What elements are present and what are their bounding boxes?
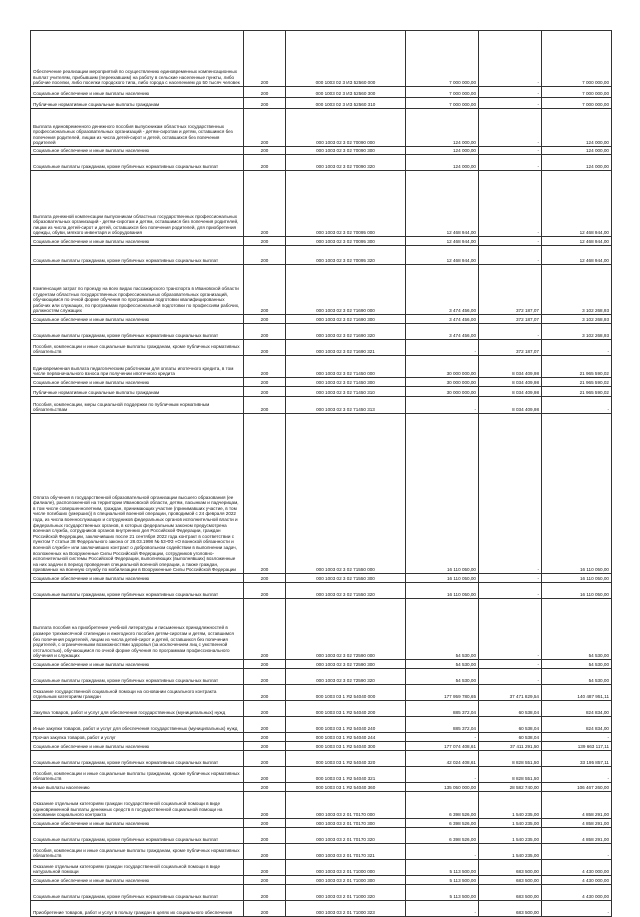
expense-name-cell: Социальное обеспечение и иные выплаты населению bbox=[31, 315, 244, 324]
executed-amount-cell: 60 538,04 bbox=[479, 701, 542, 717]
table-row bbox=[31, 397, 612, 414]
approved-amount-cell: 885 372,04 bbox=[406, 701, 479, 717]
line-code-cell: 200 bbox=[244, 792, 286, 819]
approved-amount-cell: 7 000 000,00 bbox=[406, 31, 479, 87]
executed-amount-cell: - bbox=[479, 147, 542, 155]
expense-name-cell: Приобретение товаров, работ и услуг в пользу граждан в целях их социального обеспечения bbox=[31, 901, 244, 917]
unexecuted-amount-cell: 12 468 944,00 bbox=[542, 171, 612, 237]
unexecuted-amount-cell: 16 110 050,00 bbox=[542, 414, 612, 574]
unexecuted-amount-cell: 4 430 000,00 bbox=[542, 885, 612, 901]
table-row bbox=[31, 660, 612, 669]
expense-name-cell: Иные выплаты населению bbox=[31, 783, 244, 792]
executed-amount-cell: - bbox=[479, 599, 542, 660]
table-row bbox=[31, 599, 612, 660]
expense-name-cell: Социальные выплаты гражданам, кроме публичных нормативных социальных выплат bbox=[31, 324, 244, 340]
approved-amount-cell: 3 474 456,00 bbox=[406, 315, 479, 324]
table-row bbox=[31, 860, 612, 876]
expense-name-cell: Пособия, компенсации, меры социальной поддержки по публичным нормативным обязательствам bbox=[31, 397, 244, 414]
approved-amount-cell: 177 074 408,61 bbox=[406, 742, 479, 751]
table-row bbox=[31, 783, 612, 792]
classification-code-cell: 000 1003 02 3 02 71550 320 bbox=[286, 583, 406, 599]
line-code-cell: 200 bbox=[244, 324, 286, 340]
classification-code-cell: 000 1003 03 2 01 71000 300 bbox=[286, 876, 406, 885]
unexecuted-amount-cell: 12 468 944,00 bbox=[542, 237, 612, 246]
table-row bbox=[31, 876, 612, 885]
line-code-cell: 200 bbox=[244, 583, 286, 599]
line-code-cell: 200 bbox=[244, 819, 286, 828]
expense-name-cell: Социальные выплаты гражданам, кроме публичных нормативных социальных выплат bbox=[31, 155, 244, 171]
line-code-cell: 200 bbox=[244, 828, 286, 844]
line-code-cell: 200 bbox=[244, 751, 286, 767]
unexecuted-amount-cell: 4 858 291,00 bbox=[542, 819, 612, 828]
expense-name-cell: Социальные выплаты гражданам, кроме публичных нормативных социальных выплат bbox=[31, 828, 244, 844]
table-row bbox=[31, 742, 612, 751]
line-code-cell: 200 bbox=[244, 31, 286, 87]
line-code-cell: 200 bbox=[244, 574, 286, 583]
unexecuted-amount-cell: 16 110 050,00 bbox=[542, 574, 612, 583]
approved-amount-cell: - bbox=[406, 397, 479, 414]
classification-code-cell: 000 1003 02 3 ИЗ 52560 300 bbox=[286, 87, 406, 98]
table-row bbox=[31, 901, 612, 917]
executed-amount-cell: 1 540 235,00 bbox=[479, 844, 542, 860]
unexecuted-amount-cell: - bbox=[542, 844, 612, 860]
line-code-cell: 200 bbox=[244, 701, 286, 717]
classification-code-cell: 000 1003 03 2 01 70170 000 bbox=[286, 792, 406, 819]
executed-amount-cell: 1 540 235,00 bbox=[479, 792, 542, 819]
line-code-cell: 200 bbox=[244, 397, 286, 414]
expense-name-cell: Социальное обеспечение и иные выплаты населению bbox=[31, 742, 244, 751]
classification-code-cell: 000 1003 02 3 02 71450 310 bbox=[286, 387, 406, 397]
table-row bbox=[31, 574, 612, 583]
line-code-cell: 200 bbox=[244, 669, 286, 685]
classification-code-cell: 000 1003 02 3 02 70090 000 bbox=[286, 109, 406, 147]
classification-code-cell: 000 1003 02 3 02 70095 300 bbox=[286, 237, 406, 246]
executed-amount-cell: 683 500,00 bbox=[479, 885, 542, 901]
line-code-cell: 200 bbox=[244, 265, 286, 315]
unexecuted-amount-cell: 106 467 260,00 bbox=[542, 783, 612, 792]
line-code-cell: 200 bbox=[244, 387, 286, 397]
expense-name-cell: Социальное обеспечение и иные выплаты населению bbox=[31, 819, 244, 828]
classification-code-cell: 000 1003 02 3 02 72590 300 bbox=[286, 660, 406, 669]
unexecuted-amount-cell: 21 965 590,02 bbox=[542, 378, 612, 387]
table-row bbox=[31, 31, 612, 87]
expense-name-cell: Пособия, компенсации и иные социальные выплаты гражданам, кроме публичных нормативных обязательств bbox=[31, 767, 244, 783]
classification-code-cell: 000 1003 03 2 01 70170 320 bbox=[286, 828, 406, 844]
line-code-cell: 200 bbox=[244, 742, 286, 751]
line-code-cell: 200 bbox=[244, 717, 286, 733]
executed-amount-cell: 60 538,04 bbox=[479, 717, 542, 733]
approved-amount-cell: 7 000 000,00 bbox=[406, 98, 479, 109]
table-row bbox=[31, 147, 612, 155]
expense-name-cell: Оказание отдельным категориям граждан государственной социальной помощи в виде единовременной выплаты денежных средств в государственной социальной помощи на основании социального контракта bbox=[31, 792, 244, 819]
unexecuted-amount-cell: 139 663 117,11 bbox=[542, 742, 612, 751]
expense-name-cell: Социальное обеспечение и иные выплаты населению bbox=[31, 237, 244, 246]
line-code-cell: 200 bbox=[244, 378, 286, 387]
classification-code-cell: 000 1003 02 3 02 70095 000 bbox=[286, 171, 406, 237]
classification-code-cell: 000 1003 03 1 Я2 54040 240 bbox=[286, 717, 406, 733]
table-row bbox=[31, 171, 612, 237]
approved-amount-cell: 5 113 500,00 bbox=[406, 876, 479, 885]
executed-amount-cell: 8 034 409,98 bbox=[479, 397, 542, 414]
classification-code-cell: 000 1003 03 1 Я2 54040 320 bbox=[286, 751, 406, 767]
unexecuted-amount-cell: 21 965 590,02 bbox=[542, 356, 612, 378]
approved-amount-cell: 3 474 456,00 bbox=[406, 265, 479, 315]
approved-amount-cell: 42 024 408,61 bbox=[406, 751, 479, 767]
line-code-cell: 200 bbox=[244, 340, 286, 356]
approved-amount-cell: 124 000,00 bbox=[406, 155, 479, 171]
unexecuted-amount-cell: - bbox=[542, 340, 612, 356]
approved-amount-cell: 124 000,00 bbox=[406, 109, 479, 147]
executed-amount-cell: - bbox=[479, 31, 542, 87]
classification-code-cell: 000 1003 02 3 02 71450 313 bbox=[286, 397, 406, 414]
unexecuted-amount-cell: 7 000 000,00 bbox=[542, 98, 612, 109]
executed-amount-cell: - bbox=[479, 414, 542, 574]
unexecuted-amount-cell: 4 858 291,00 bbox=[542, 828, 612, 844]
table-row bbox=[31, 340, 612, 356]
table-row bbox=[31, 414, 612, 574]
executed-amount-cell: 8 034 409,98 bbox=[479, 387, 542, 397]
table-row bbox=[31, 685, 612, 701]
unexecuted-amount-cell: 54 530,00 bbox=[542, 599, 612, 660]
executed-amount-cell: 37 411 291,50 bbox=[479, 742, 542, 751]
unexecuted-amount-cell: 54 530,00 bbox=[542, 669, 612, 685]
classification-code-cell: 000 1003 02 3 02 72590 000 bbox=[286, 599, 406, 660]
approved-amount-cell: 54 530,00 bbox=[406, 660, 479, 669]
table-row bbox=[31, 324, 612, 340]
expense-name-cell: Закупка товаров, работ и услуг для обеспечения государственных (муниципальных) нужд bbox=[31, 701, 244, 717]
executed-amount-cell: - bbox=[479, 583, 542, 599]
approved-amount-cell: 30 000 000,00 bbox=[406, 356, 479, 378]
executed-amount-cell: 372 187,07 bbox=[479, 315, 542, 324]
approved-amount-cell: 12 468 944,00 bbox=[406, 246, 479, 265]
classification-code-cell: 000 1003 02 3 02 70090 300 bbox=[286, 147, 406, 155]
unexecuted-amount-cell: 3 102 268,93 bbox=[542, 315, 612, 324]
table-row bbox=[31, 98, 612, 109]
approved-amount-cell: 5 113 500,00 bbox=[406, 860, 479, 876]
expense-name-cell: Социальные выплаты гражданам, кроме публичных нормативных социальных выплат bbox=[31, 751, 244, 767]
table-row bbox=[31, 717, 612, 733]
expense-name-cell: Социальное обеспечение и иные выплаты населению bbox=[31, 574, 244, 583]
classification-code-cell: 000 1003 03 1 Я2 54040 360 bbox=[286, 783, 406, 792]
unexecuted-amount-cell: 12 468 944,00 bbox=[542, 246, 612, 265]
expense-name-cell: Выплата денежной компенсации выпускникам областных государственных профессиональных образовательных организаций - детям-сиротам и детям, оставшимся без попечения родителей, лицам из числа детей-сирот и детей, оставшихся без попечения родителей, для приобретения одежды, обуви, мягкого инвентаря и оборудования bbox=[31, 171, 244, 237]
approved-amount-cell: 54 530,00 bbox=[406, 599, 479, 660]
table-row bbox=[31, 237, 612, 246]
line-code-cell: 200 bbox=[244, 860, 286, 876]
classification-code-cell: 000 1003 03 2 01 71000 000 bbox=[286, 860, 406, 876]
classification-code-cell: 000 1003 02 3 ИЗ 52560 310 bbox=[286, 98, 406, 109]
approved-amount-cell: 6 398 526,00 bbox=[406, 792, 479, 819]
unexecuted-amount-cell: 124 000,00 bbox=[542, 147, 612, 155]
unexecuted-amount-cell: 824 834,00 bbox=[542, 701, 612, 717]
executed-amount-cell: - bbox=[479, 87, 542, 98]
table-row bbox=[31, 378, 612, 387]
expense-name-cell: Обеспечение реализации мероприятий по осуществлению единовременных компенсационных выплат учителям, прибывшим (переехавшим) на работу в сельские населенные пункты, либо рабочие поселки, либо поселки городского типа, либо города с населением до 50 тысяч человек bbox=[31, 31, 244, 87]
classification-code-cell: 000 1003 03 2 01 70170 321 bbox=[286, 844, 406, 860]
table-row bbox=[31, 792, 612, 819]
approved-amount-cell: 7 000 000,00 bbox=[406, 87, 479, 98]
approved-amount-cell: 12 468 944,00 bbox=[406, 237, 479, 246]
unexecuted-amount-cell: 4 430 000,00 bbox=[542, 860, 612, 876]
unexecuted-amount-cell: 4 430 000,00 bbox=[542, 876, 612, 885]
approved-amount-cell: 885 372,04 bbox=[406, 717, 479, 733]
executed-amount-cell: 372 187,07 bbox=[479, 340, 542, 356]
expense-name-cell: Пособия, компенсации и иные социальные выплаты гражданам, кроме публичных нормативных обязательств bbox=[31, 340, 244, 356]
expense-name-cell: Социальное обеспечение и иные выплаты населению bbox=[31, 147, 244, 155]
approved-amount-cell: 30 000 000,00 bbox=[406, 387, 479, 397]
executed-amount-cell: 60 538,04 bbox=[479, 733, 542, 742]
table-row bbox=[31, 767, 612, 783]
approved-amount-cell: 3 474 456,00 bbox=[406, 324, 479, 340]
expense-name-cell: Публичные нормативные социальные выплаты гражданам bbox=[31, 98, 244, 109]
expense-name-cell: Социальные выплаты гражданам, кроме публичных нормативных социальных выплат bbox=[31, 885, 244, 901]
classification-code-cell: 000 1003 02 3 02 71690 320 bbox=[286, 324, 406, 340]
line-code-cell: 200 bbox=[244, 98, 286, 109]
classification-code-cell: 000 1003 02 3 02 71550 000 bbox=[286, 414, 406, 574]
unexecuted-amount-cell: 54 530,00 bbox=[542, 660, 612, 669]
classification-code-cell: 000 1003 02 3 02 70090 320 bbox=[286, 155, 406, 171]
executed-amount-cell: 372 187,07 bbox=[479, 265, 542, 315]
approved-amount-cell: 6 398 526,00 bbox=[406, 819, 479, 828]
line-code-cell: 200 bbox=[244, 109, 286, 147]
classification-code-cell: 000 1003 02 3 02 71690 321 bbox=[286, 340, 406, 356]
expense-name-cell: Социальное обеспечение и иные выплаты населению bbox=[31, 87, 244, 98]
classification-code-cell: 000 1003 02 3 02 71450 000 bbox=[286, 356, 406, 378]
expense-name-cell: Социальные выплаты гражданам, кроме публичных нормативных социальных выплат bbox=[31, 583, 244, 599]
classification-code-cell: 000 1003 02 3 02 71550 300 bbox=[286, 574, 406, 583]
table-row bbox=[31, 356, 612, 378]
unexecuted-amount-cell: - bbox=[542, 733, 612, 742]
table-row bbox=[31, 246, 612, 265]
unexecuted-amount-cell: 124 000,00 bbox=[542, 155, 612, 171]
line-code-cell: 200 bbox=[244, 246, 286, 265]
table-row bbox=[31, 315, 612, 324]
approved-amount-cell: - bbox=[406, 733, 479, 742]
executed-amount-cell: - bbox=[479, 155, 542, 171]
table-row bbox=[31, 819, 612, 828]
table-row bbox=[31, 583, 612, 599]
table-row bbox=[31, 109, 612, 147]
executed-amount-cell: 37 471 829,54 bbox=[479, 685, 542, 701]
unexecuted-amount-cell: - bbox=[542, 901, 612, 917]
executed-amount-cell: - bbox=[479, 109, 542, 147]
line-code-cell: 200 bbox=[244, 237, 286, 246]
expense-name-cell: Компенсация затрат по проезду на всех видах пассажирского транспорта в Ивановской области студентам областных государственных профессиональных образовательных организаций, обучающимся по очной форме обучения по программам подготовки квалифицированных рабочих или служащих, по программам профессиональной подготовки по профессиям рабочих, должностям служащих bbox=[31, 265, 244, 315]
line-code-cell: 200 bbox=[244, 844, 286, 860]
expense-name-cell: Социальное обеспечение и иные выплаты населению bbox=[31, 876, 244, 885]
line-code-cell: 200 bbox=[244, 901, 286, 917]
table-row bbox=[31, 265, 612, 315]
budget-execution-table bbox=[30, 30, 612, 917]
line-code-cell: 200 bbox=[244, 414, 286, 574]
classification-code-cell: 000 1003 02 3 02 72590 320 bbox=[286, 669, 406, 685]
line-code-cell: 200 bbox=[244, 599, 286, 660]
expense-name-cell: Иные закупки товаров, работ и услуг для обеспечения государственных (муниципальных) нужд bbox=[31, 717, 244, 733]
unexecuted-amount-cell: 3 102 268,93 bbox=[542, 324, 612, 340]
classification-code-cell: 000 1003 02 3 ИЗ 52560 000 bbox=[286, 31, 406, 87]
classification-code-cell: 000 1003 02 3 02 71690 000 bbox=[286, 265, 406, 315]
table-row bbox=[31, 844, 612, 860]
approved-amount-cell: 16 110 050,00 bbox=[406, 414, 479, 574]
executed-amount-cell: 683 500,00 bbox=[479, 860, 542, 876]
table-row bbox=[31, 87, 612, 98]
table-row bbox=[31, 669, 612, 685]
classification-code-cell: 000 1003 03 1 Я2 54040 000 bbox=[286, 685, 406, 701]
table-row bbox=[31, 751, 612, 767]
executed-amount-cell: - bbox=[479, 171, 542, 237]
line-code-cell: 200 bbox=[244, 660, 286, 669]
approved-amount-cell: 6 398 526,00 bbox=[406, 828, 479, 844]
approved-amount-cell: - bbox=[406, 340, 479, 356]
expense-name-cell: Выплата единовременного денежного пособия выпускникам областных государственных профессиональных образовательных организаций - детям-сиротам и детям, оставшимся без попечения родителей, лицам из числа детей-сирот и детей, оставшихся без попечения родителей bbox=[31, 109, 244, 147]
line-code-cell: 200 bbox=[244, 171, 286, 237]
classification-code-cell: 000 1003 03 2 01 71000 323 bbox=[286, 901, 406, 917]
approved-amount-cell: 124 000,00 bbox=[406, 147, 479, 155]
unexecuted-amount-cell: 16 110 050,00 bbox=[542, 583, 612, 599]
executed-amount-cell: 28 582 740,00 bbox=[479, 783, 542, 792]
expense-name-cell: Оказание отдельным категориям граждан государственной социальной помощи в виде натуральной помощи bbox=[31, 860, 244, 876]
table-row bbox=[31, 733, 612, 742]
unexecuted-amount-cell: 140 487 951,11 bbox=[542, 685, 612, 701]
approved-amount-cell: 30 000 000,00 bbox=[406, 378, 479, 387]
executed-amount-cell: - bbox=[479, 98, 542, 109]
executed-amount-cell: - bbox=[479, 574, 542, 583]
unexecuted-amount-cell: 7 000 000,00 bbox=[542, 31, 612, 87]
table-row bbox=[31, 387, 612, 397]
approved-amount-cell: 135 050 000,00 bbox=[406, 783, 479, 792]
expense-name-cell: Оплата обучения в государственной образовательной организации высшего образования (ее филиале), расположенной на территории Ивановской области, детям, пасынкам и падчерицам, в том числе совершеннолетним, граждан, принимающих участие (принимавших участие, в том числе погибших (умерших)) в специальной военной операции, проводимой с 24 февраля 2022 года, из числа военнослужащих и сотрудников федеральных органов исполнительной власти и федеральных государственных органов, в которых федеральным законом предусмотрена военная служба, сотрудников органов внутренних дел Российской Федерации, граждан Российской Федерации, заключивших после 21 сентября 2022 года контракт в соответствии с пунктом 7 статьи 38 Федерального закона от 28.03.1998 № 53-ФЗ «О воинской обязанности и военной службе» или заключивших контракт о добровольном содействии в выполнении задач, возложенных на Вооруженные Силы Российской Федерации, сотрудников уголовно-исполнительной системы Российской Федерации, выполняющих (выполнявших) возложенные на них задачи в период проведения специальной военной операции, а также граждан, призванных на военную службу по мобилизации в Вооруженные Силы Российской Федерации bbox=[31, 414, 244, 574]
executed-amount-cell: 8 828 551,50 bbox=[479, 751, 542, 767]
executed-amount-cell: 683 500,00 bbox=[479, 876, 542, 885]
line-code-cell: 200 bbox=[244, 356, 286, 378]
unexecuted-amount-cell: 124 000,00 bbox=[542, 109, 612, 147]
executed-amount-cell: 8 034 409,98 bbox=[479, 356, 542, 378]
table-row bbox=[31, 155, 612, 171]
unexecuted-amount-cell: 33 195 857,11 bbox=[542, 751, 612, 767]
budget-table-sheet bbox=[30, 30, 611, 917]
line-code-cell: 200 bbox=[244, 767, 286, 783]
unexecuted-amount-cell: 7 000 000,00 bbox=[542, 87, 612, 98]
executed-amount-cell: - bbox=[479, 237, 542, 246]
line-code-cell: 200 bbox=[244, 885, 286, 901]
classification-code-cell: 000 1003 02 3 02 71450 300 bbox=[286, 378, 406, 387]
table-row bbox=[31, 828, 612, 844]
approved-amount-cell: 16 110 050,00 bbox=[406, 574, 479, 583]
approved-amount-cell: - bbox=[406, 901, 479, 917]
unexecuted-amount-cell: 3 102 268,93 bbox=[542, 265, 612, 315]
table-row bbox=[31, 885, 612, 901]
line-code-cell: 200 bbox=[244, 783, 286, 792]
executed-amount-cell: 683 500,00 bbox=[479, 901, 542, 917]
table-row bbox=[31, 701, 612, 717]
executed-amount-cell: - bbox=[479, 660, 542, 669]
executed-amount-cell: 8 828 551,50 bbox=[479, 767, 542, 783]
unexecuted-amount-cell: 824 834,00 bbox=[542, 717, 612, 733]
expense-name-cell: Прочая закупка товаров, работ и услуг bbox=[31, 733, 244, 742]
line-code-cell: 200 bbox=[244, 87, 286, 98]
expense-name-cell: Единовременная выплата педагогическим работникам для оплаты ипотечного кредита, в том числе первоначального взноса при получении ипотечного кредита bbox=[31, 356, 244, 378]
executed-amount-cell: 1 540 235,00 bbox=[479, 819, 542, 828]
classification-code-cell: 000 1003 02 3 02 71690 300 bbox=[286, 315, 406, 324]
approved-amount-cell: 16 110 050,00 bbox=[406, 583, 479, 599]
approved-amount-cell: 5 113 500,00 bbox=[406, 885, 479, 901]
classification-code-cell: 000 1003 03 1 Я2 54040 244 bbox=[286, 733, 406, 742]
unexecuted-amount-cell: - bbox=[542, 397, 612, 414]
executed-amount-cell: 1 540 235,00 bbox=[479, 828, 542, 844]
executed-amount-cell: - bbox=[479, 246, 542, 265]
approved-amount-cell: 54 530,00 bbox=[406, 669, 479, 685]
approved-amount-cell: - bbox=[406, 767, 479, 783]
classification-code-cell: 000 1003 03 2 01 70170 300 bbox=[286, 819, 406, 828]
classification-code-cell: 000 1003 03 2 01 71000 320 bbox=[286, 885, 406, 901]
executed-amount-cell: - bbox=[479, 324, 542, 340]
classification-code-cell: 000 1003 02 3 02 70095 320 bbox=[286, 246, 406, 265]
expense-name-cell: Социальное обеспечение и иные выплаты населению bbox=[31, 378, 244, 387]
line-code-cell: 200 bbox=[244, 147, 286, 155]
unexecuted-amount-cell: - bbox=[542, 767, 612, 783]
line-code-cell: 200 bbox=[244, 685, 286, 701]
line-code-cell: 200 bbox=[244, 876, 286, 885]
line-code-cell: 200 bbox=[244, 155, 286, 171]
executed-amount-cell: 8 034 409,98 bbox=[479, 378, 542, 387]
approved-amount-cell: - bbox=[406, 844, 479, 860]
expense-name-cell: Социальные выплаты гражданам, кроме публичных нормативных социальных выплат bbox=[31, 246, 244, 265]
line-code-cell: 200 bbox=[244, 733, 286, 742]
approved-amount-cell: 12 468 944,00 bbox=[406, 171, 479, 237]
line-code-cell: 200 bbox=[244, 315, 286, 324]
expense-name-cell: Публичные нормативные социальные выплаты гражданам bbox=[31, 387, 244, 397]
expense-name-cell: Социальные выплаты гражданам, кроме публичных нормативных социальных выплат bbox=[31, 669, 244, 685]
classification-code-cell: 000 1003 03 1 Я2 54040 321 bbox=[286, 767, 406, 783]
expense-name-cell: Пособия, компенсации и иные социальные выплаты гражданам, кроме публичных нормативных обязательств bbox=[31, 844, 244, 860]
unexecuted-amount-cell: 21 965 590,02 bbox=[542, 387, 612, 397]
approved-amount-cell: 177 959 780,65 bbox=[406, 685, 479, 701]
executed-amount-cell: - bbox=[479, 669, 542, 685]
classification-code-cell: 000 1003 03 1 Я2 54040 200 bbox=[286, 701, 406, 717]
expense-name-cell: Оказание государственной социальной помощи на основании социального контракта отдельным категориям граждан bbox=[31, 685, 244, 701]
classification-code-cell: 000 1003 03 1 Я2 54040 300 bbox=[286, 742, 406, 751]
unexecuted-amount-cell: 4 858 291,00 bbox=[542, 792, 612, 819]
expense-name-cell: Выплата пособия на приобретение учебной литературы и письменных принадлежностей в размере трехмесячной стипендии и ежегодного пособия детям-сиротам и детям, оставшимся без попечения родителей, лицам из числа детей-сирот и детей, оставшихся без попечения родителей, с ограниченными возможностями здоровья (за исключением лиц с умственной отсталостью), обучающимся по очной форме обучения по программам профессионального обучения и служащих bbox=[31, 599, 244, 660]
expense-name-cell: Социальное обеспечение и иные выплаты населению bbox=[31, 660, 244, 669]
